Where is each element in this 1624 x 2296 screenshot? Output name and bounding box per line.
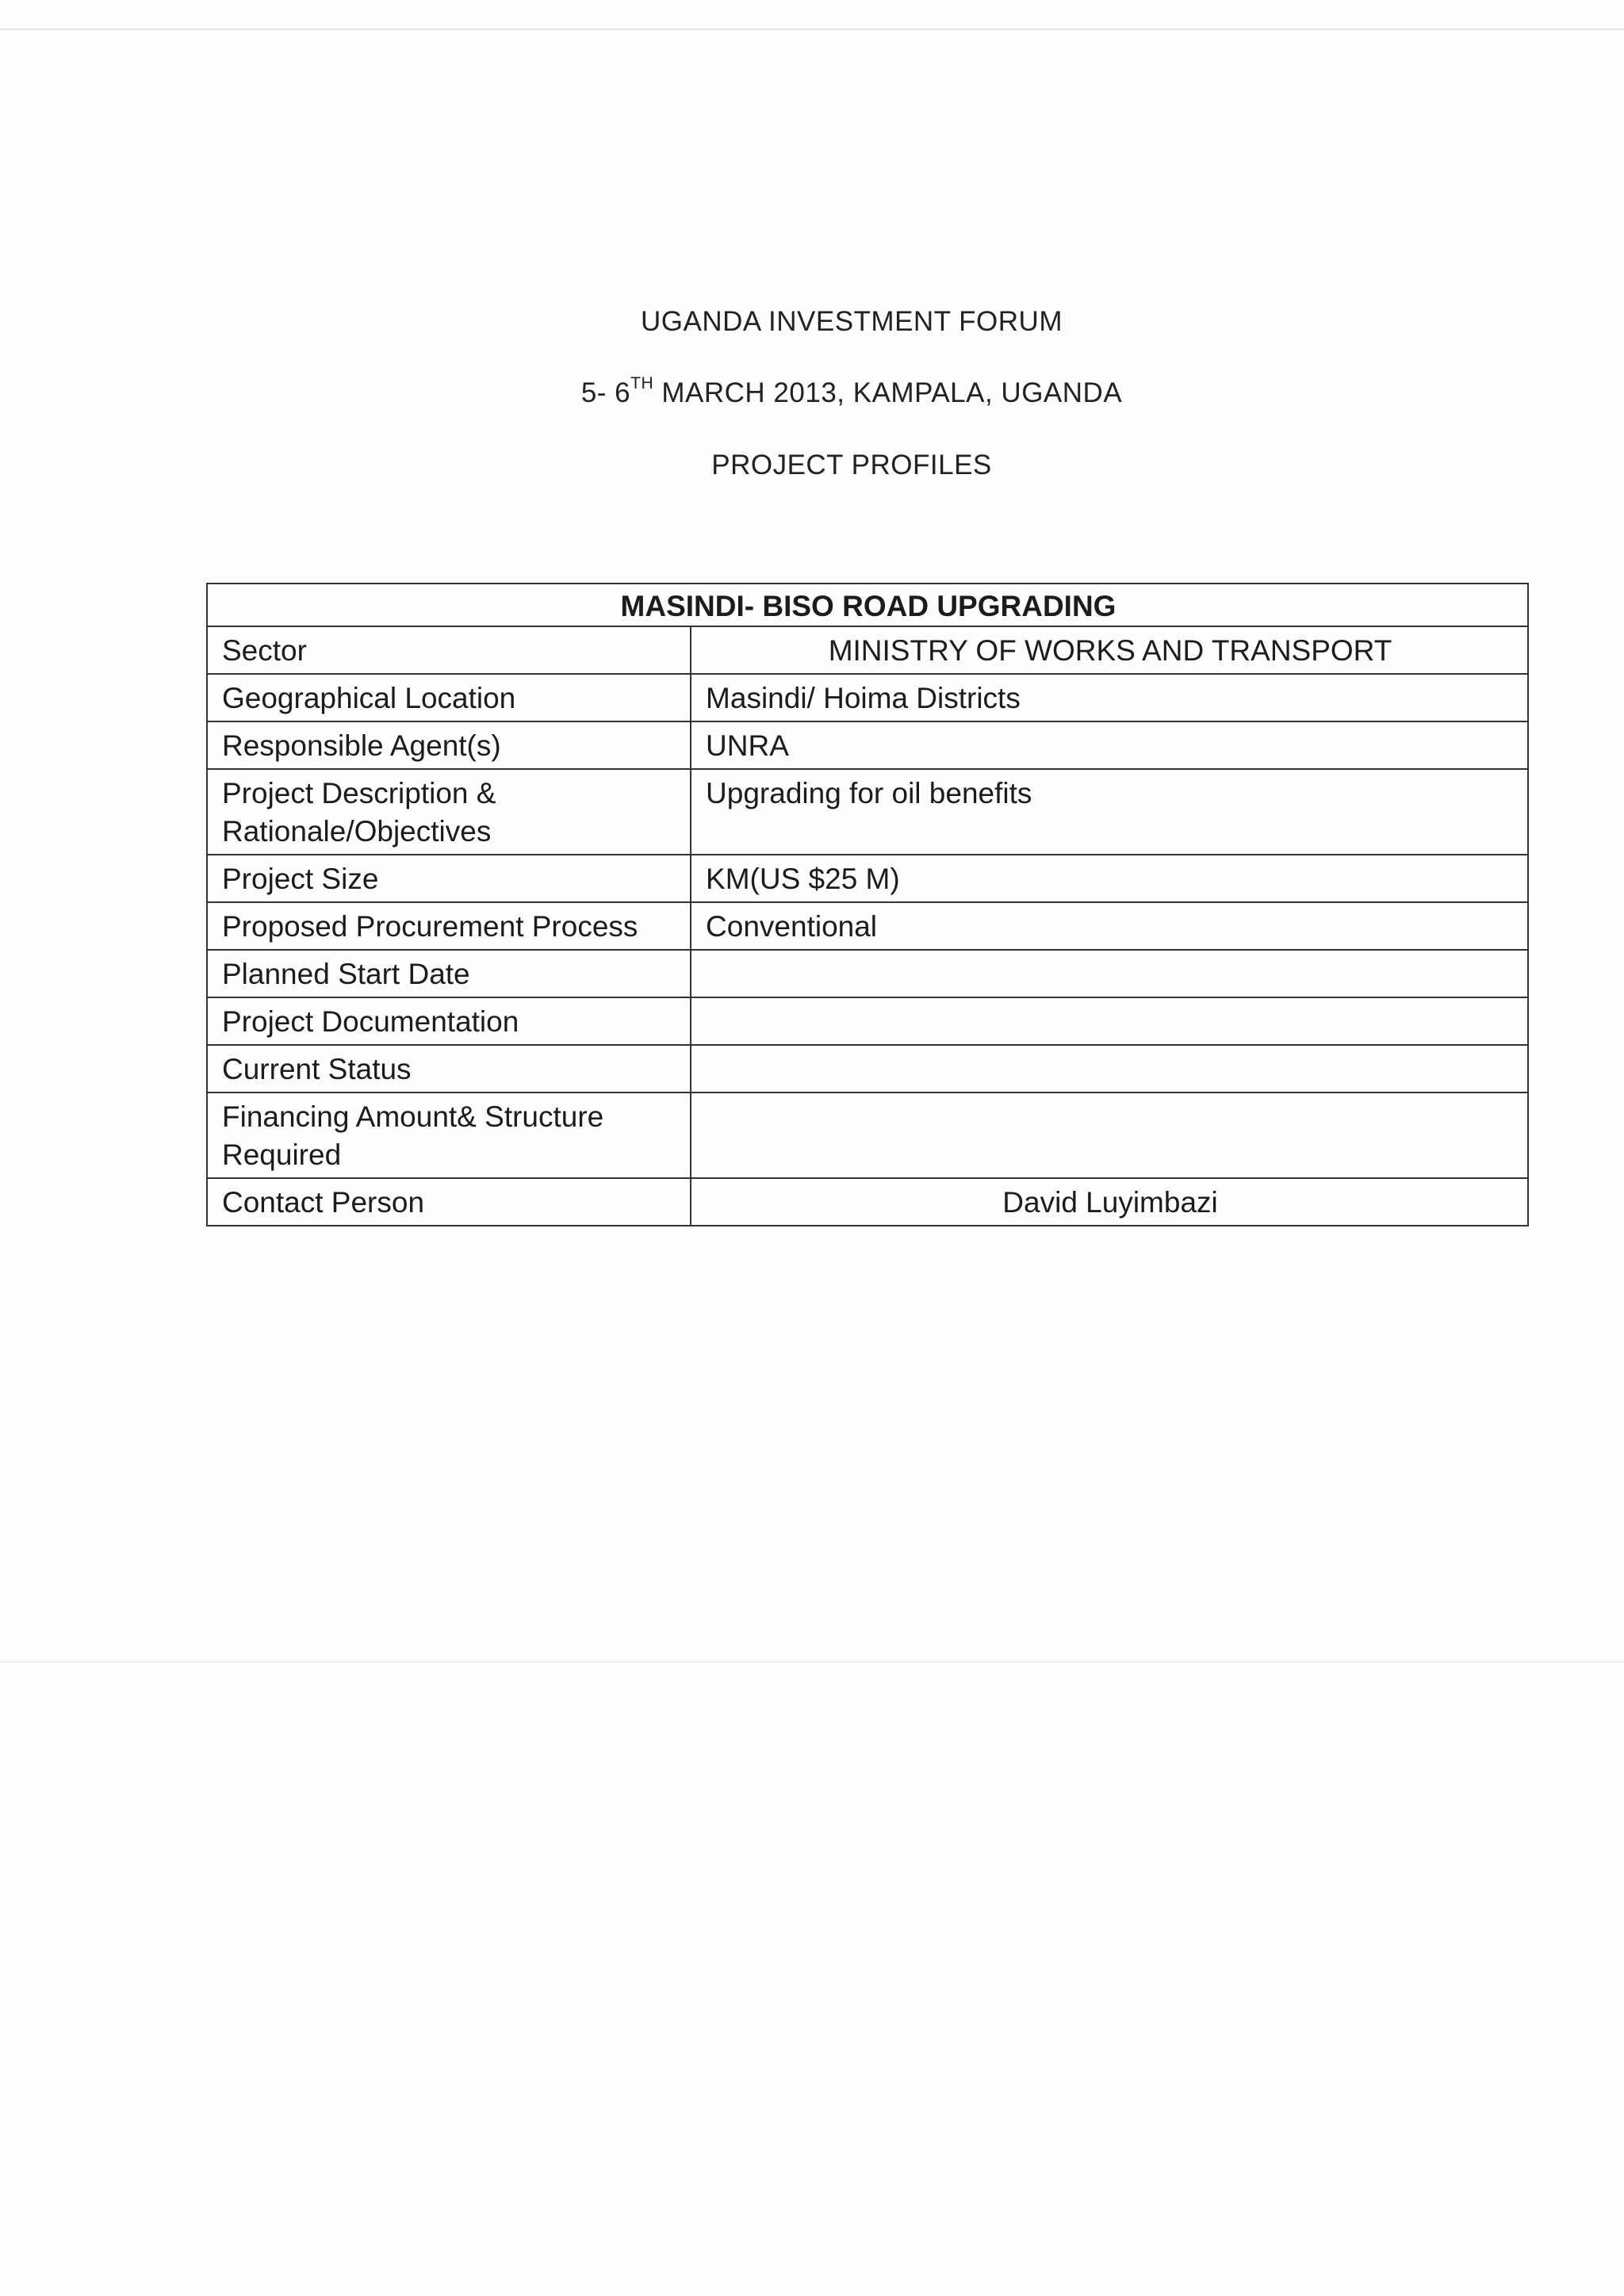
row-label-status: Current Status	[207, 1045, 691, 1093]
table-row	[207, 674, 1528, 721]
table-row	[207, 1045, 1528, 1093]
row-label-contact: Contact Person	[207, 1178, 691, 1226]
scan-fold-line	[0, 1661, 1624, 1663]
row-label-start-date: Planned Start Date	[207, 950, 691, 997]
document-subtitle: PROJECT PROFILES	[711, 450, 992, 480]
row-label-location: Geographical Location	[207, 674, 691, 721]
row-label-sector: Sector	[207, 626, 691, 674]
scan-edge-top	[0, 29, 1624, 30]
table-row	[207, 1093, 1528, 1178]
row-label-agent: Responsible Agent(s)	[207, 721, 691, 769]
table-row	[207, 626, 1528, 674]
table-row	[207, 950, 1528, 997]
table-row	[207, 721, 1528, 769]
row-value-contact: David Luyimbazi	[691, 1178, 1528, 1226]
table-row	[207, 902, 1528, 950]
row-value-sector: MINISTRY OF WORKS AND TRANSPORT	[691, 626, 1528, 674]
date-ordinal-suffix: TH	[630, 374, 654, 393]
date-month-year-place: MARCH 2013, KAMPALA, UGANDA	[653, 377, 1123, 408]
date-day-range: 5- 6	[580, 377, 631, 408]
project-profile-table	[206, 583, 1529, 1226]
row-value-description: Upgrading for oil benefits	[691, 769, 1528, 855]
row-label-size: Project Size	[207, 855, 691, 902]
row-value-documentation	[691, 997, 1528, 1045]
project-title: MASINDI- BISO ROAD UPGRADING	[207, 584, 1528, 626]
row-value-start-date	[691, 950, 1528, 997]
table-title-row	[207, 584, 1528, 626]
row-value-location: Masindi/ Hoima Districts	[691, 674, 1528, 721]
row-value-size: KM(US $25 M)	[691, 855, 1528, 902]
row-label-documentation: Project Documentation	[207, 997, 691, 1045]
row-label-procurement: Proposed Procurement Process	[207, 902, 691, 950]
row-label-description: Project Description & Rationale/Objectives	[207, 769, 691, 855]
row-value-financing	[691, 1093, 1528, 1178]
row-value-procurement: Conventional	[691, 902, 1528, 950]
row-value-agent: UNRA	[691, 721, 1528, 769]
row-label-financing: Financing Amount& Structure Required	[207, 1093, 691, 1178]
forum-title: UGANDA INVESTMENT FORUM	[640, 306, 1063, 337]
table-row	[207, 1178, 1528, 1226]
forum-date-location	[0, 374, 1624, 409]
table-row	[207, 997, 1528, 1045]
row-value-status	[691, 1045, 1528, 1093]
table-row	[207, 855, 1528, 902]
table-row	[207, 769, 1528, 855]
